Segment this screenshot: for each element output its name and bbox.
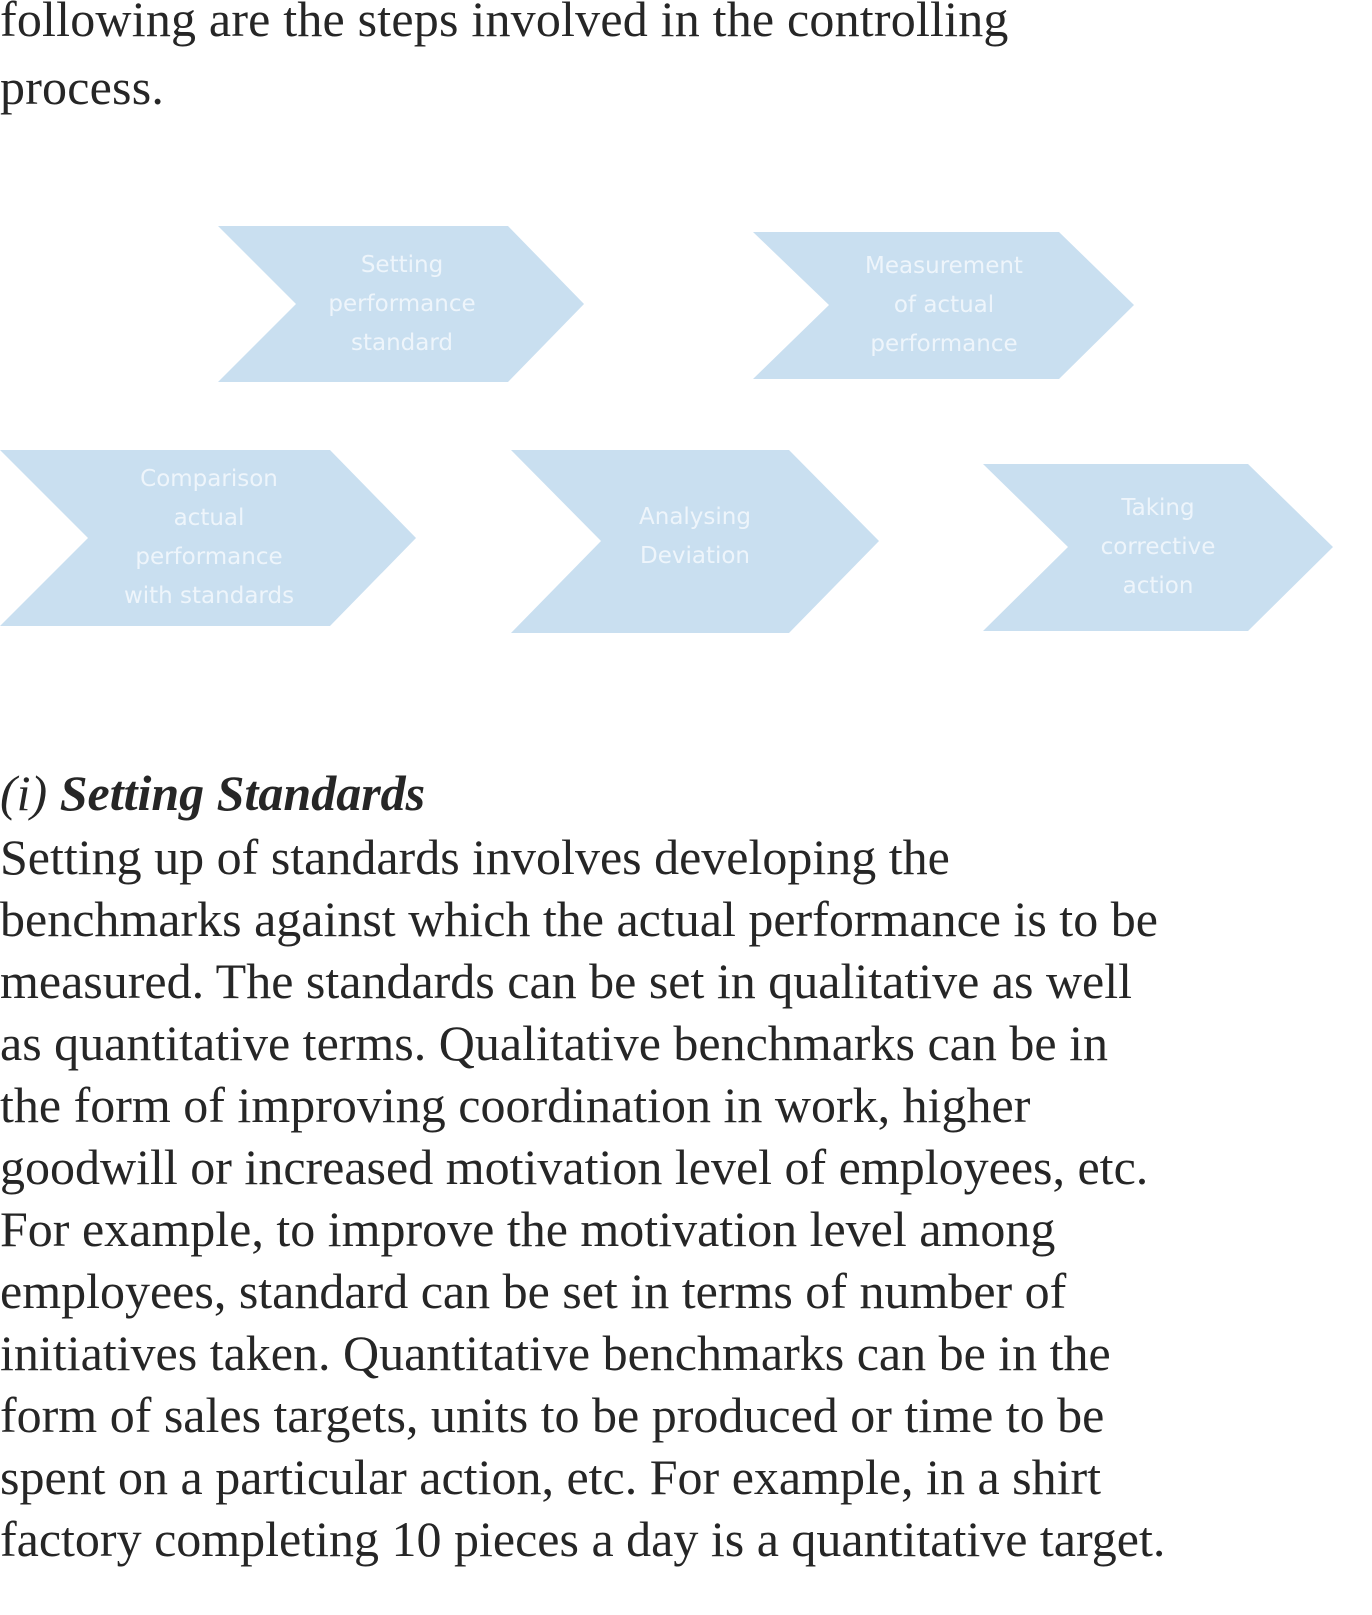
body-line: goodwill or increased motivation level of employees, etc. bbox=[0, 1139, 1149, 1195]
body-line: measured. The standards can be set in qualitative as well bbox=[0, 953, 1133, 1009]
body-line: For example, to improve the motivation level among bbox=[0, 1201, 1056, 1257]
step-label: Analysing Deviation bbox=[639, 504, 751, 569]
step-setting-performance-standard bbox=[218, 226, 584, 382]
step-label: Taking corrective action bbox=[1100, 495, 1216, 599]
step-label: Comparison actual performance with standards bbox=[123, 466, 295, 609]
body-line: spent on a particular action, etc. For example, in a shirt bbox=[0, 1449, 1102, 1505]
section-heading bbox=[0, 765, 426, 821]
step-comparison-with-standards bbox=[0, 450, 416, 626]
step-analysing-deviation bbox=[511, 450, 879, 633]
controlling-process-diagram bbox=[0, 0, 1372, 720]
step-label: Setting performance standard bbox=[328, 251, 476, 356]
section-title: Setting Standards bbox=[59, 765, 426, 821]
body-line: Setting up of standards involves developing the bbox=[0, 829, 950, 885]
step-taking-corrective-action bbox=[983, 464, 1333, 631]
intro-line-2: process. bbox=[0, 59, 165, 115]
body-line: the form of improving coordination in work, higher bbox=[0, 1077, 1031, 1133]
step-label: Measurement of actual performance bbox=[865, 253, 1023, 357]
body-line: factory completing 10 pieces a day is a quantitative target. bbox=[0, 1511, 1166, 1567]
step-measurement-actual-performance bbox=[753, 232, 1134, 379]
body-line: employees, standard can be set in terms of number of bbox=[0, 1263, 1067, 1319]
body-line: as quantitative terms. Qualitative benchmarks can be in bbox=[0, 1015, 1108, 1071]
body-line: benchmarks against which the actual performance is to be bbox=[0, 891, 1158, 947]
body-line: form of sales targets, units to be produced or time to be bbox=[0, 1387, 1105, 1443]
body-line: initiatives taken. Quantitative benchmarks can be in the bbox=[0, 1325, 1111, 1381]
intro-line-1: following are the steps involved in the controlling bbox=[0, 0, 1009, 47]
section-number: (i) bbox=[0, 765, 48, 821]
